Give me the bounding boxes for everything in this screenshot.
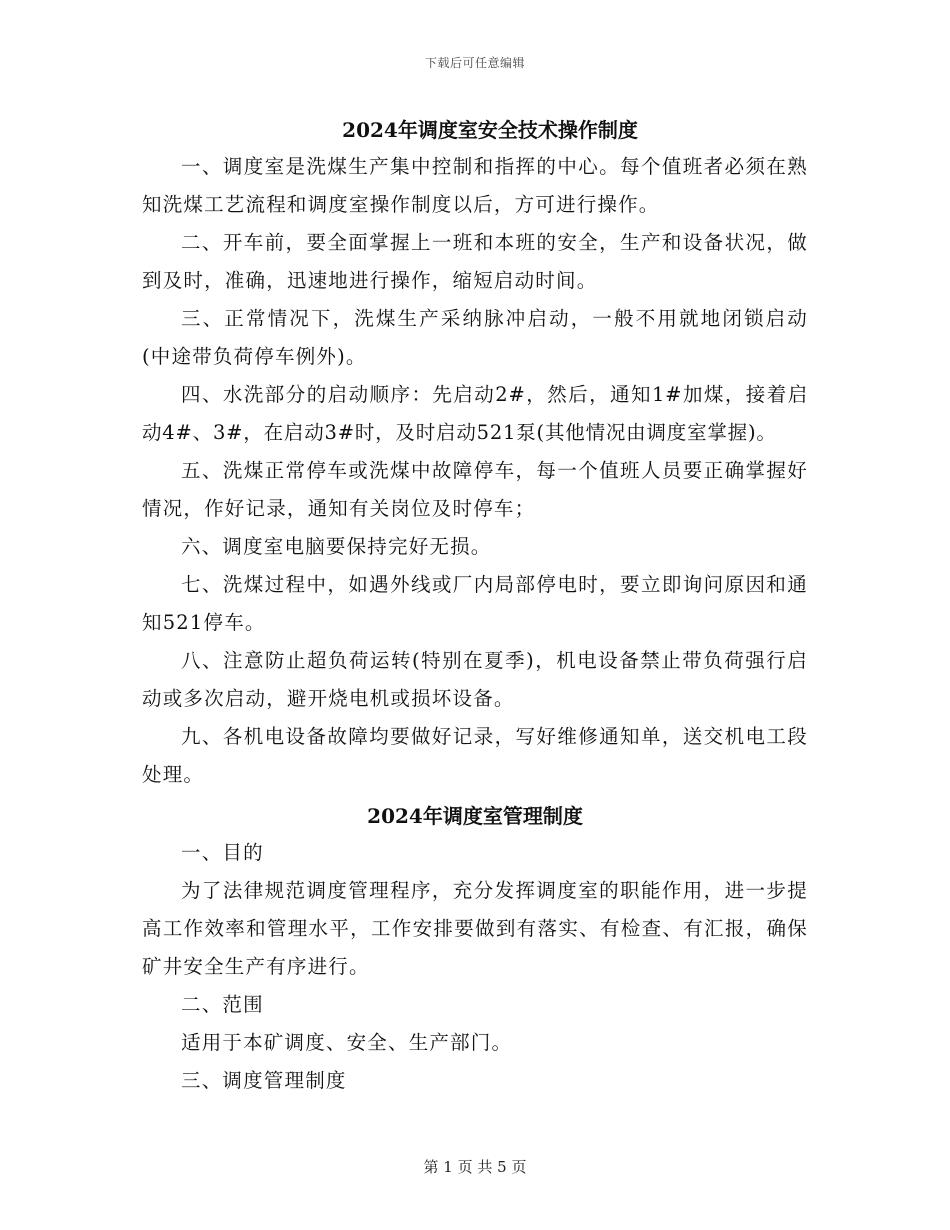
section2-heading-purpose: 一、目的 bbox=[181, 841, 264, 864]
document-body bbox=[142, 112, 808, 1100]
header-note: 下载后可任意编辑 bbox=[424, 56, 525, 70]
section2-title: 2024年调度室管理制度 bbox=[367, 804, 583, 828]
section1-paragraph-4: 四、水洗部分的启动顺序：先启动2#，然后，通知1#加煤，接着启动4#、3#，在启动3#时，及时启动521泵(其他情况由调度室掌握)。 bbox=[142, 383, 808, 444]
section1-paragraph-9: 九、各机电设备故障均要做好记录，写好维修通知单，送交机电工段处理。 bbox=[142, 725, 808, 786]
section1-paragraph-5: 五、洗煤正常停车或洗煤中故障停车，每一个值班人员要正确掌握好情况，作好记录，通知有关岗位及时停车； bbox=[142, 459, 808, 520]
section1-paragraph-1: 一、调度室是洗煤生产集中控制和指挥的中心。每个值班者必须在熟知洗煤工艺流程和调度室操作制度以后，方可进行操作。 bbox=[142, 155, 808, 216]
section2-heading-rules: 三、调度管理制度 bbox=[181, 1069, 347, 1092]
page-footer: 第 1 页 共 5 页 bbox=[423, 1158, 527, 1176]
section1-paragraph-3: 三、正常情况下，洗煤生产采纳脉冲启动，一般不用就地闭锁启动(中途带负荷停车例外)。 bbox=[142, 307, 808, 368]
section1-paragraph-2: 二、开车前，要全面掌握上一班和本班的安全，生产和设备状况，做到及时，准确，迅速地进行操作，缩短启动时间。 bbox=[142, 231, 808, 292]
section1-title: 2024年调度室安全技术操作制度 bbox=[342, 118, 638, 142]
section2-heading-scope: 二、范围 bbox=[181, 993, 264, 1016]
section1-paragraph-8: 八、注意防止超负荷运转(特别在夏季)，机电设备禁止带负荷强行启动或多次启动，避开烧电机或损坏设备。 bbox=[142, 649, 808, 710]
section1-paragraph-6: 六、调度室电脑要保持完好无损。 bbox=[181, 535, 492, 558]
section2-paragraph-purpose: 为了法律规范调度管理程序，充分发挥调度室的职能作用，进一步提高工作效率和管理水平，工作安排要做到有落实、有检查、有汇报，确保矿井安全生产有序进行。 bbox=[142, 879, 808, 978]
section1-paragraph-7: 七、洗煤过程中，如遇外线或厂内局部停电时，要立即询问原因和通知521停车。 bbox=[142, 573, 808, 634]
section2-paragraph-scope: 适用于本矿调度、安全、生产部门。 bbox=[181, 1031, 513, 1054]
